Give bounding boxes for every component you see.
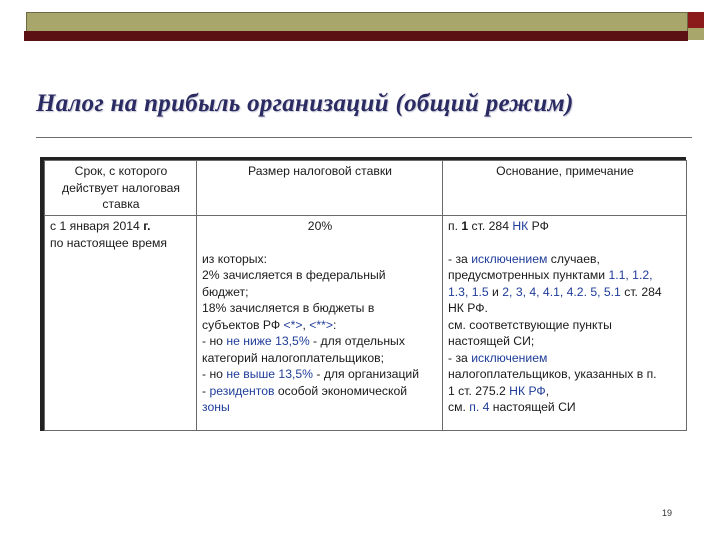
table-header-row: [45, 161, 687, 216]
link-not-lower[interactable]: не ниже 13,5%: [226, 334, 310, 348]
tax-rate-table-container: [44, 160, 686, 428]
link-exception-1[interactable]: исключением: [471, 251, 548, 266]
header-period: Срок, с которого действует налоговая ставка: [45, 161, 197, 216]
header-square-red: [688, 12, 704, 28]
footnote-link-2[interactable]: <**>: [309, 317, 333, 332]
title-divider: [36, 137, 692, 138]
link-clause-4[interactable]: п. 4: [469, 400, 490, 414]
slide-title: Налог на прибыль организаций (общий режим): [36, 90, 574, 117]
header-basis: Основание, примечание: [443, 161, 687, 216]
rate-value: 20%: [307, 219, 333, 233]
link-zone[interactable]: зоны: [202, 400, 230, 414]
link-clauses-3[interactable]: 2, 3, 4, 4.1, 4.2. 5, 5.1: [502, 284, 621, 299]
cell-period: с 1 января 2014 г. по настоящее время: [45, 216, 197, 431]
footnote-link-1[interactable]: <*>: [283, 317, 303, 332]
link-clauses-1[interactable]: 1.1, 1.2,: [608, 268, 653, 282]
header-bar: [26, 12, 688, 32]
cell-rate: 20% из которых: 2% зачисляется в федеральный бюджет; 18% зачисляется в бюджеты в субъектов РФ <*>, <**>: - но не ниже 13,5% - для отдельных категорий налогоплательщиков; - но не выше 13,5% - для организаций - резидентов особой экономической зоны: [197, 216, 443, 431]
link-nk-rf[interactable]: НК РФ: [509, 383, 546, 398]
header-rate: Размер налоговой ставки: [197, 161, 443, 216]
header-square-olive: [688, 28, 704, 40]
cell-basis: п. 1 ст. 284 НК РФ - за исключением случаев, предусмотренных пунктами 1.1, 1.2, 1.3, 1.5 и 2, 3, 4, 4.1, 4.2. 5, 5.1 ст. 284 НК РФ. см. соответствующие пункты настоящей СИ; - за исключением налогоплательщиков, указанных в п. 1 ст. 275.2 НК РФ, см. п. 4 настоящей СИ: [443, 216, 687, 431]
link-residents[interactable]: резидентов: [209, 383, 275, 398]
table-row: [45, 216, 687, 431]
link-not-higher[interactable]: не выше 13,5%: [226, 367, 313, 381]
link-clauses-2[interactable]: 1.3, 1.5: [448, 284, 489, 299]
header-underline-bar: [24, 31, 688, 41]
link-nk[interactable]: НК: [512, 219, 529, 233]
tax-rate-table: [44, 160, 687, 431]
page-number: 19: [662, 508, 673, 518]
link-exception-2[interactable]: исключением: [471, 350, 548, 365]
